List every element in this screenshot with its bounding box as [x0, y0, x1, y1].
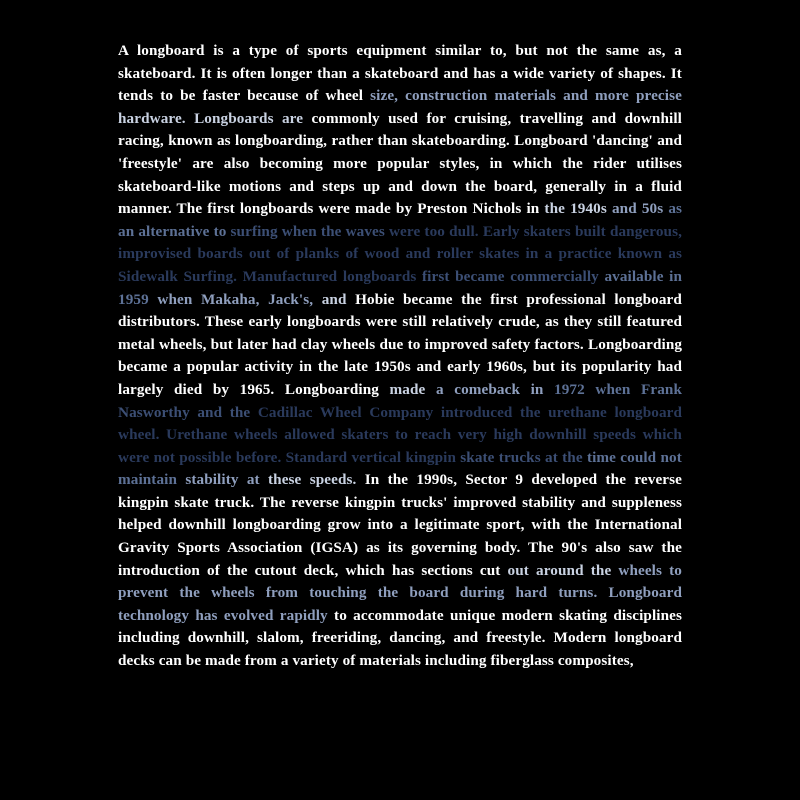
article-body-text: A longboard is a type of sports equipment similar to, but not the same as, a skateboard. It is often longer than a skateboard and has a wide variety of shapes. It tends to be faster because of wheel size, construction materials and more precise hardware. Longboards are commonly used for cruising, travelling and downhill racing, known as longboarding, rather than skateboarding. Longboard 'dancing' and 'freestyle' are also becoming more popular styles, in which the rider utilises skateboard-like motions and steps up and down the board, generally in a fluid manner. The first longboards were made by Preston Nichols in the 1940s and 50s as an alternative to surfing when the waves were too dull. Early skaters built dangerous, improvised boards out of planks of wood and roller skates in a practice known as Sidewalk Surfing. Manufactured longboards first became commercially available in 1959 when Makaha, Jack's, and Hobie became the first professional longboard distributors. These early longboards were still relatively crude, as they still featured metal wheels, but later had clay wheels due to improved safety factors. Longboarding became a popular activity in the late 1950s and early 1960s, but its popularity had largely died by 1965. Longboarding made a comeback in 1972 when Frank Nasworthy and the Cadillac Wheel Company introduced the urethane longboard wheel. Urethane wheels allowed skaters to reach very high downhill speeds which were not possible before. Standard vertical kingpin skate trucks at the time could not maintain stability at these speeds. In the 1990s, Sector 9 developed the reverse kingpin skate truck. The reverse kingpin trucks' improved stability and suppleness helped downhill longboarding grow into a legitimate sport, with the International Gravity Sports Association (IGSA) as its governing body. The 90's also saw the introduction of the cutout deck, which has sections cut out around the wheels to prevent the wheels from touching the board during hard turns. Longboard technology has evolved rapidly to accommodate unique modern skating disciplines including downhill, slalom, freeriding, dancing, and freestyle. Modern longboard decks can be made from a variety of materials including fiberglass composites, [118, 42, 683, 670]
